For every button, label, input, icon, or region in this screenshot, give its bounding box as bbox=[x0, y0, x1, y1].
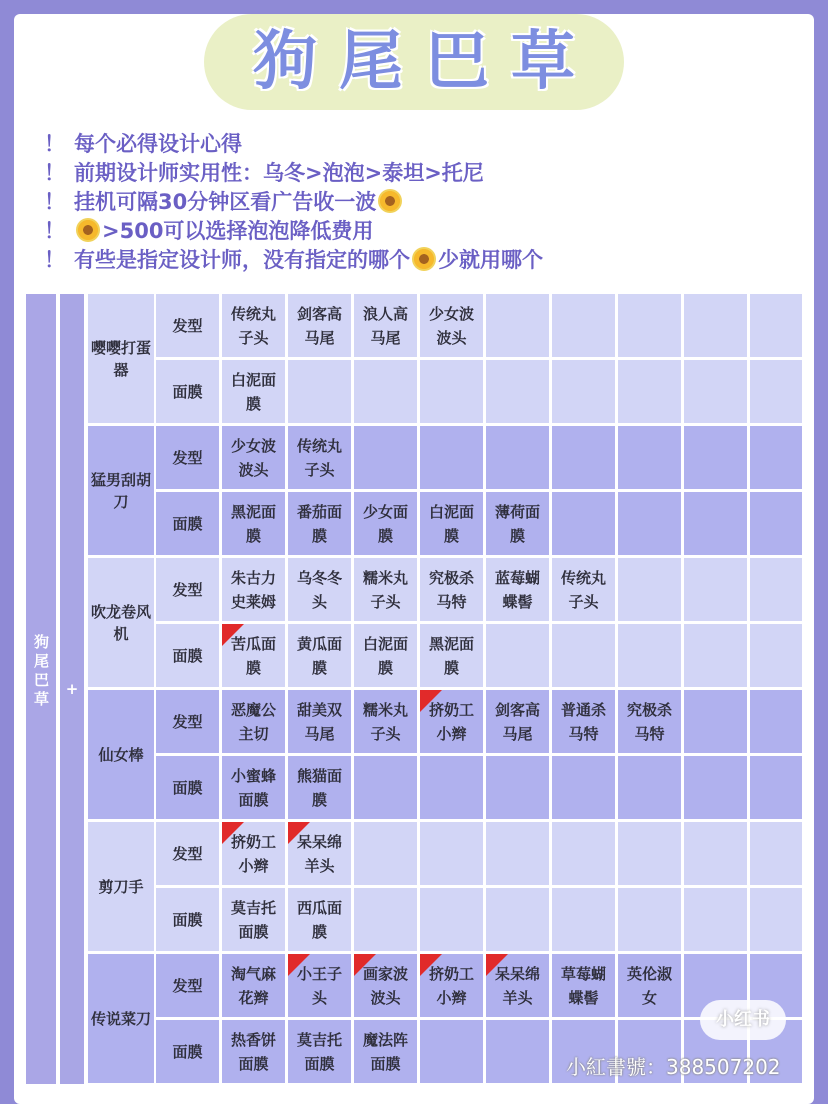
item-name: 热香饼面膜 bbox=[230, 1030, 276, 1073]
category-label: 发型 bbox=[156, 690, 219, 753]
item-cell bbox=[618, 690, 681, 753]
item-name: 呆呆绵羊头 bbox=[494, 964, 540, 1007]
tip-line bbox=[44, 159, 804, 188]
item-name: 剑客高马尾 bbox=[296, 304, 342, 347]
item-cell bbox=[222, 492, 285, 555]
item-cell bbox=[288, 558, 351, 621]
item-cell bbox=[486, 954, 549, 1017]
item-cell bbox=[222, 426, 285, 489]
empty-cell bbox=[486, 294, 549, 357]
new-badge-icon bbox=[420, 954, 442, 976]
empty-cell bbox=[552, 426, 615, 489]
empty-cell bbox=[486, 624, 549, 687]
empty-cell bbox=[486, 888, 549, 951]
empty-cell bbox=[486, 1020, 549, 1083]
tips-list bbox=[44, 130, 804, 275]
weapon-label: 传说菜刀 bbox=[88, 954, 154, 1083]
item-cell bbox=[354, 294, 417, 357]
item-cell bbox=[288, 492, 351, 555]
new-badge-icon bbox=[222, 822, 244, 844]
empty-cell bbox=[354, 756, 417, 819]
item-name: 挤奶工小辫 bbox=[230, 832, 276, 875]
tip-bullet: ！ bbox=[44, 219, 65, 243]
item-cell bbox=[420, 558, 483, 621]
item-cell bbox=[552, 690, 615, 753]
item-cell bbox=[222, 360, 285, 423]
empty-cell bbox=[684, 690, 747, 753]
item-name: 小王子头 bbox=[296, 964, 342, 1007]
weapon-label: 嘤嘤打蛋器 bbox=[88, 294, 154, 423]
new-badge-icon bbox=[288, 954, 310, 976]
weapon-label: 仙女棒 bbox=[88, 690, 154, 819]
empty-cell bbox=[684, 360, 747, 423]
empty-cell bbox=[486, 426, 549, 489]
empty-cell bbox=[750, 690, 802, 753]
item-name: 熊猫面膜 bbox=[296, 766, 342, 809]
item-name: 黑泥面膜 bbox=[428, 634, 474, 677]
sunflower-icon bbox=[412, 247, 436, 271]
category-label: 面膜 bbox=[156, 888, 219, 951]
item-name: 白泥面膜 bbox=[428, 502, 474, 545]
empty-cell bbox=[486, 360, 549, 423]
empty-cell bbox=[684, 294, 747, 357]
item-table bbox=[0, 294, 828, 1084]
category-label: 发型 bbox=[156, 558, 219, 621]
item-name: 普通杀马特 bbox=[560, 700, 606, 743]
empty-cell bbox=[618, 624, 681, 687]
item-cell bbox=[288, 822, 351, 885]
side-header-column bbox=[26, 294, 56, 1084]
item-cell bbox=[420, 624, 483, 687]
item-name: 传统丸子头 bbox=[230, 304, 276, 347]
item-name: 莫吉托面膜 bbox=[230, 898, 276, 941]
tip-line bbox=[44, 246, 804, 275]
item-cell bbox=[288, 690, 351, 753]
item-name: 究极杀马特 bbox=[428, 568, 474, 611]
empty-cell bbox=[552, 624, 615, 687]
item-name: 糯米丸子头 bbox=[362, 700, 408, 743]
empty-cell bbox=[684, 756, 747, 819]
item-name: 剑客高马尾 bbox=[494, 700, 540, 743]
tip-text: >500可以选择泡泡降低费用 bbox=[102, 219, 374, 243]
empty-cell bbox=[750, 624, 802, 687]
empty-cell bbox=[618, 294, 681, 357]
item-cell bbox=[486, 492, 549, 555]
item-cell bbox=[552, 954, 615, 1017]
empty-cell bbox=[354, 426, 417, 489]
empty-cell bbox=[618, 360, 681, 423]
category-label: 发型 bbox=[156, 426, 219, 489]
empty-cell bbox=[354, 822, 417, 885]
empty-cell bbox=[420, 888, 483, 951]
item-cell bbox=[354, 624, 417, 687]
empty-cell bbox=[552, 360, 615, 423]
tip-text: 有些是指定设计师，没有指定的哪个 bbox=[74, 248, 410, 272]
item-name: 小蜜蜂面膜 bbox=[230, 766, 276, 809]
item-cell bbox=[354, 492, 417, 555]
empty-cell bbox=[354, 888, 417, 951]
empty-cell bbox=[750, 558, 802, 621]
empty-cell bbox=[750, 822, 802, 885]
new-badge-icon bbox=[354, 954, 376, 976]
empty-cell bbox=[552, 888, 615, 951]
item-cell bbox=[222, 690, 285, 753]
category-label: 发型 bbox=[156, 294, 219, 357]
item-name: 挤奶工小辫 bbox=[428, 964, 474, 1007]
empty-cell bbox=[750, 360, 802, 423]
item-cell bbox=[288, 954, 351, 1017]
category-label: 面膜 bbox=[156, 624, 219, 687]
item-name: 究极杀马特 bbox=[626, 700, 672, 743]
empty-cell bbox=[684, 822, 747, 885]
new-badge-icon bbox=[288, 822, 310, 844]
item-cell bbox=[288, 1020, 351, 1083]
tip-line bbox=[44, 188, 804, 217]
empty-cell bbox=[420, 426, 483, 489]
item-name: 少女波波头 bbox=[428, 304, 474, 347]
item-name: 草莓蝴蝶髻 bbox=[560, 964, 606, 1007]
item-name: 淘气麻花辫 bbox=[230, 964, 276, 1007]
tip-bullet: ！ bbox=[44, 161, 65, 185]
category-label: 面膜 bbox=[156, 492, 219, 555]
category-label: 面膜 bbox=[156, 756, 219, 819]
item-name: 恶魔公主切 bbox=[230, 700, 276, 743]
empty-cell bbox=[552, 492, 615, 555]
tip-text: 前期设计师实用性：乌冬>泡泡>泰坦>托尼 bbox=[74, 161, 484, 185]
empty-cell bbox=[486, 822, 549, 885]
watermark-logo: 小红书 bbox=[700, 1000, 786, 1040]
empty-cell bbox=[420, 360, 483, 423]
tip-text: 每个必得设计心得 bbox=[74, 132, 242, 156]
weapon-label: 吹龙卷风机 bbox=[88, 558, 154, 687]
empty-cell bbox=[684, 426, 747, 489]
empty-cell bbox=[684, 492, 747, 555]
weapon-label: 剪刀手 bbox=[88, 822, 154, 951]
category-label: 面膜 bbox=[156, 1020, 219, 1083]
item-name: 西瓜面膜 bbox=[296, 898, 342, 941]
empty-cell bbox=[750, 756, 802, 819]
item-name: 少女面膜 bbox=[362, 502, 408, 545]
item-cell bbox=[420, 690, 483, 753]
item-name: 魔法阵面膜 bbox=[362, 1030, 408, 1073]
empty-cell bbox=[618, 558, 681, 621]
empty-cell bbox=[486, 756, 549, 819]
item-cell bbox=[288, 426, 351, 489]
item-name: 传统丸子头 bbox=[560, 568, 606, 611]
item-cell bbox=[288, 756, 351, 819]
plus-label: + bbox=[65, 680, 79, 698]
empty-cell bbox=[618, 822, 681, 885]
item-name: 糯米丸子头 bbox=[362, 568, 408, 611]
empty-cell bbox=[750, 426, 802, 489]
new-badge-icon bbox=[486, 954, 508, 976]
category-label: 发型 bbox=[156, 954, 219, 1017]
category-label: 面膜 bbox=[156, 360, 219, 423]
item-cell bbox=[222, 1020, 285, 1083]
item-name: 莫吉托面膜 bbox=[296, 1030, 342, 1073]
empty-cell bbox=[420, 1020, 483, 1083]
item-name: 甜美双马尾 bbox=[296, 700, 342, 743]
empty-cell bbox=[750, 888, 802, 951]
new-badge-icon bbox=[420, 690, 442, 712]
page-title: 狗尾巴草 bbox=[253, 25, 597, 99]
item-cell bbox=[420, 294, 483, 357]
item-name: 画家波波头 bbox=[362, 964, 408, 1007]
item-name: 呆呆绵羊头 bbox=[296, 832, 342, 875]
item-cell bbox=[222, 624, 285, 687]
empty-cell bbox=[684, 888, 747, 951]
tip-text: 少就用哪个 bbox=[438, 248, 543, 272]
plus-column bbox=[60, 294, 84, 1084]
tip-line bbox=[44, 217, 804, 246]
item-cell bbox=[552, 558, 615, 621]
empty-cell bbox=[288, 360, 351, 423]
empty-cell bbox=[420, 822, 483, 885]
item-cell bbox=[222, 558, 285, 621]
item-cell bbox=[222, 954, 285, 1017]
item-name: 少女波波头 bbox=[230, 436, 276, 479]
empty-cell bbox=[618, 426, 681, 489]
item-name: 苦瓜面膜 bbox=[230, 634, 276, 677]
item-cell bbox=[354, 1020, 417, 1083]
item-name: 黑泥面膜 bbox=[230, 502, 276, 545]
item-cell bbox=[486, 558, 549, 621]
item-name: 蓝莓蝴蝶髻 bbox=[494, 568, 540, 611]
tip-line bbox=[44, 130, 804, 159]
empty-cell bbox=[552, 822, 615, 885]
item-name: 黄瓜面膜 bbox=[296, 634, 342, 677]
item-name: 薄荷面膜 bbox=[494, 502, 540, 545]
item-name: 挤奶工小辫 bbox=[428, 700, 474, 743]
tip-bullet: ！ bbox=[44, 132, 65, 156]
empty-cell bbox=[750, 492, 802, 555]
item-name: 朱古力史莱姆 bbox=[230, 568, 276, 611]
item-cell bbox=[420, 492, 483, 555]
category-label: 发型 bbox=[156, 822, 219, 885]
item-cell bbox=[288, 888, 351, 951]
sunflower-icon bbox=[378, 189, 402, 213]
tip-bullet: ！ bbox=[44, 248, 65, 272]
tip-bullet: ！ bbox=[44, 190, 65, 214]
item-cell bbox=[618, 954, 681, 1017]
side-header-label: 狗尾巴草 bbox=[32, 634, 50, 710]
empty-cell bbox=[552, 756, 615, 819]
empty-cell bbox=[750, 294, 802, 357]
item-cell bbox=[288, 624, 351, 687]
new-badge-icon bbox=[222, 624, 244, 646]
item-cell bbox=[354, 558, 417, 621]
empty-cell bbox=[684, 558, 747, 621]
title-banner bbox=[204, 14, 624, 110]
item-cell bbox=[354, 690, 417, 753]
weapon-label: 猛男刮胡刀 bbox=[88, 426, 154, 555]
empty-cell bbox=[618, 492, 681, 555]
empty-cell bbox=[354, 360, 417, 423]
item-name: 浪人高马尾 bbox=[362, 304, 408, 347]
empty-cell bbox=[420, 756, 483, 819]
tip-text: 挂机可隔30分钟区看广告收一波 bbox=[74, 190, 377, 214]
item-cell bbox=[420, 954, 483, 1017]
item-cell bbox=[288, 294, 351, 357]
item-name: 英伦淑女 bbox=[626, 964, 672, 1007]
item-cell bbox=[222, 756, 285, 819]
item-cell bbox=[354, 954, 417, 1017]
sunflower-icon bbox=[76, 218, 100, 242]
empty-cell bbox=[684, 624, 747, 687]
empty-cell bbox=[618, 888, 681, 951]
item-name: 传统丸子头 bbox=[296, 436, 342, 479]
empty-cell bbox=[618, 756, 681, 819]
item-cell bbox=[222, 822, 285, 885]
item-name: 番茄面膜 bbox=[296, 502, 342, 545]
item-name: 白泥面膜 bbox=[230, 370, 276, 413]
item-cell bbox=[486, 690, 549, 753]
empty-cell bbox=[552, 294, 615, 357]
item-name: 白泥面膜 bbox=[362, 634, 408, 677]
item-cell bbox=[222, 888, 285, 951]
item-name: 乌冬冬头 bbox=[296, 568, 342, 611]
item-cell bbox=[222, 294, 285, 357]
watermark-id: 小紅書號：388507202 bbox=[566, 1055, 781, 1079]
